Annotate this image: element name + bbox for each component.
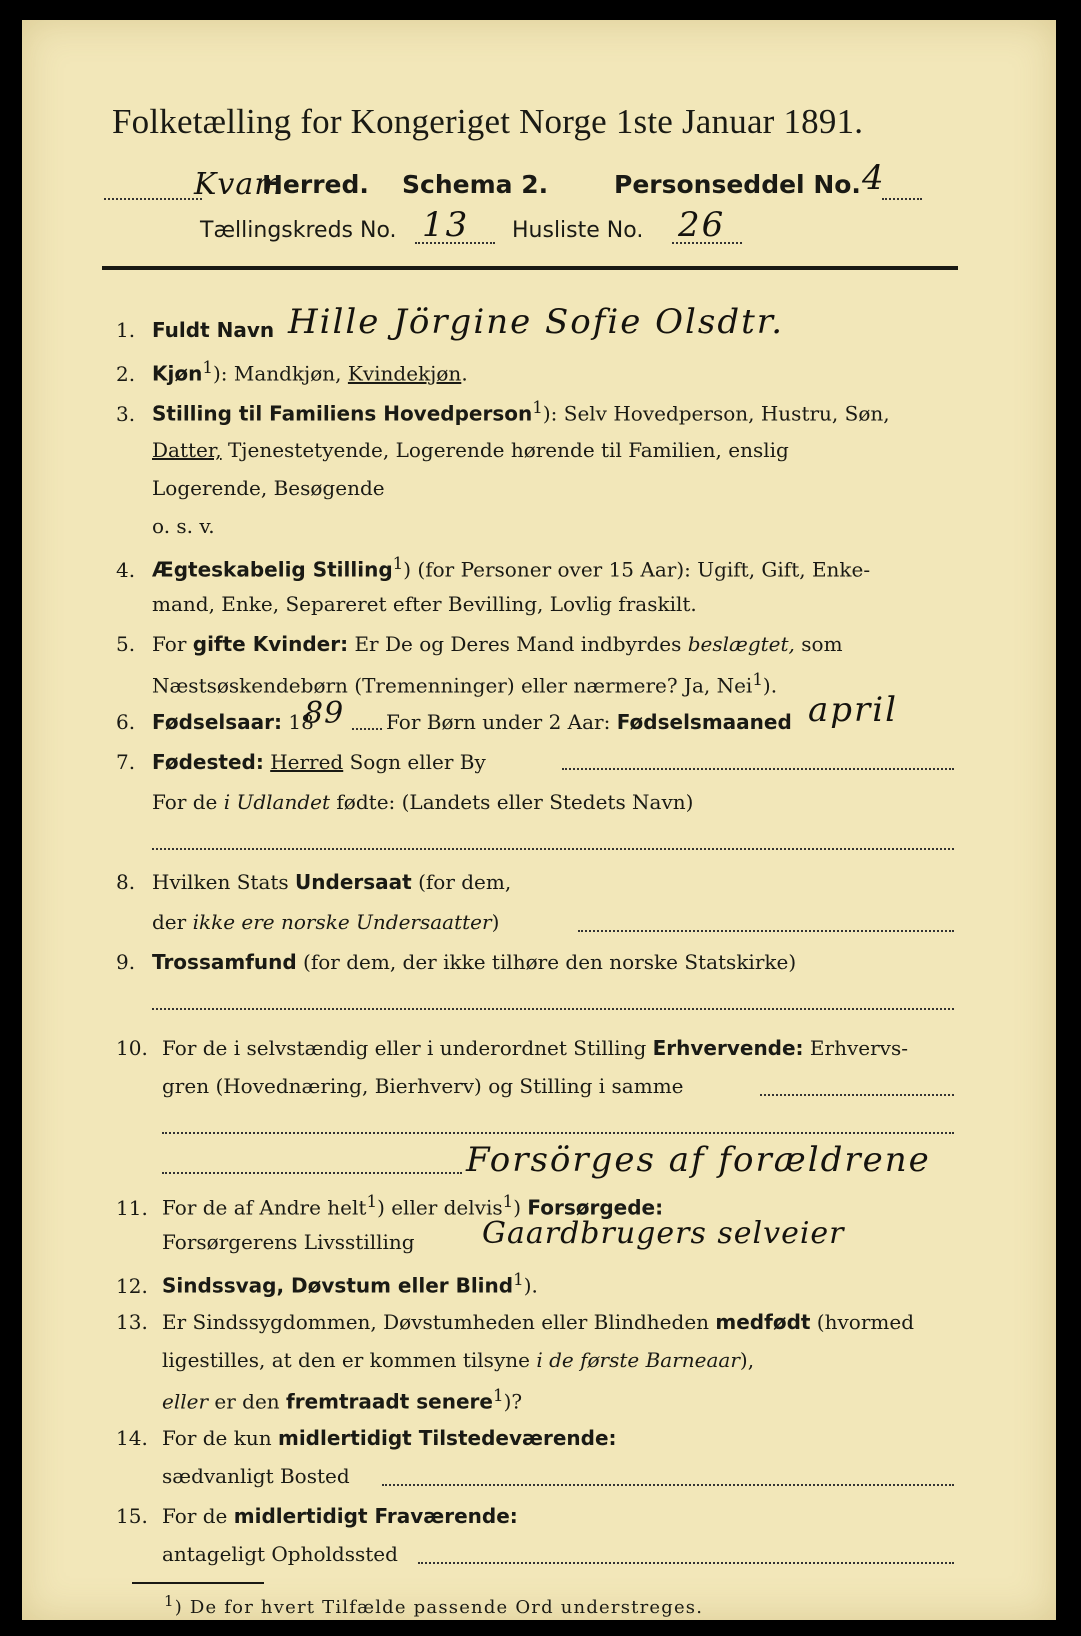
q14-number: 14. (116, 1426, 148, 1450)
q7-text-c: For de (152, 790, 224, 814)
q7-label: Fødested: (152, 750, 264, 774)
q15-text-a: For de (162, 1504, 234, 1528)
q7-text-d: i Udlandet (223, 790, 331, 814)
q10-text-a: For de i selvstændig eller i underordnet Stilling (162, 1036, 653, 1060)
q2-sup: 1 (202, 358, 213, 377)
q7-text-b: Sogn eller By (343, 750, 486, 774)
q6-row-b (386, 710, 792, 734)
form-title: Folketælling for Kongeriget Norge 1ste Januar 1891. (112, 102, 864, 141)
q12-sup: 1 (513, 1270, 524, 1289)
q7-dots (562, 768, 954, 770)
q5-label: gifte Kvinder: (192, 632, 349, 656)
q5-text-e: Næstsøskendebørn (Tremenninger) eller nærmere? Ja, Nei (152, 673, 753, 698)
footnote: $^1$) De for hvert Tilfælde passende Ord understreges. (164, 1592, 704, 1618)
kreds-label: Tællingskreds No. (200, 218, 397, 243)
q10-label: Erhvervende: (652, 1036, 804, 1060)
q11-provider-value: Gaardbrugers selveier (482, 1216, 845, 1251)
q13-text-b: (hvormed (810, 1310, 914, 1334)
q8-row (116, 870, 511, 894)
q4-label: Ægteskabelig Stilling (152, 557, 393, 582)
q3-row-3: Logerende, Besøgende (152, 476, 385, 500)
q10-occupation-value: Forsörges af forældrene (466, 1140, 931, 1180)
q5-sup: 1 (752, 670, 763, 689)
q8-label: Undersaat (295, 870, 412, 894)
q1-full-name-value: Hille Jörgine Sofie Olsdtr. (288, 302, 785, 342)
header-rule (102, 266, 958, 270)
q13-row-3 (162, 1386, 522, 1414)
q5-text-b: Er De og Deres Mand indbyrdes (348, 632, 688, 656)
q5-row (116, 632, 843, 656)
q15-label: midlertidigt Fraværende: (233, 1504, 518, 1528)
q13-sup: 1 (492, 1386, 504, 1405)
q7-number: 7. (116, 750, 136, 774)
q12-text-a: ). (523, 1273, 538, 1298)
q10-dots-3 (162, 1172, 462, 1174)
q11-row-2: Forsørgerens Livsstilling (162, 1230, 415, 1254)
husliste-number: 26 (678, 205, 726, 245)
q2-number: 2. (116, 361, 136, 386)
q11-number: 11. (116, 1195, 148, 1220)
herred-handwritten: Kvam (194, 167, 284, 202)
husliste-dots (672, 242, 742, 244)
q13-text-h: )? (503, 1389, 523, 1414)
q15-row (116, 1504, 518, 1528)
q14-label: midlertidigt Tilstedeværende: (277, 1426, 617, 1450)
footnote-text: De for hvert Tilfælde passende Ord understreges. (189, 1597, 704, 1618)
q5-number: 5. (116, 632, 136, 656)
q1-number: 1. (116, 318, 136, 342)
q10-row (116, 1036, 908, 1060)
q11-text-a: For de af Andre helt (162, 1195, 367, 1220)
q5-row-2: Næstsøskendebørn (Tremenninger) eller nærmere? Ja, Nei$^1$). (152, 670, 778, 698)
q13-row (116, 1310, 914, 1334)
herred-label: Herred. (262, 170, 369, 199)
q11-text-c: ) (513, 1195, 528, 1220)
q14-text-a: For de kun (162, 1426, 278, 1450)
q14-row (116, 1426, 617, 1450)
footnote-sup: 1 (164, 1592, 175, 1610)
q2-text-a: ): Mandkjøn, (212, 361, 348, 386)
q8-text-b: (for dem, (411, 870, 512, 894)
q6-text-b: For Børn under 2 Aar: (386, 710, 617, 734)
q9-text-a: (for dem, der ikke tilhøre den norske Statskirke) (296, 950, 797, 974)
q14-row-2: sædvanligt Bosted (162, 1464, 350, 1488)
personseddel-label: Personseddel No. (614, 170, 861, 199)
q13-text-d: i de første Barneaar (536, 1348, 740, 1372)
q3-row (116, 398, 890, 426)
census-form-page (22, 20, 1056, 1620)
q2-row (116, 358, 468, 386)
q15-dots (418, 1562, 954, 1564)
q7-row (116, 750, 486, 774)
q12-label: Sindssvag, Døvstum eller Blind (162, 1273, 514, 1298)
q8-text-c: der (152, 910, 193, 934)
q13-text-c: ligestilles, at den er kommen tilsyne (162, 1348, 537, 1372)
q6-number: 6. (116, 710, 136, 734)
q6-text-a: 18 (282, 710, 314, 734)
q5-text-d: som (794, 632, 843, 656)
q8-text-d: ikke ere norske Undersaatter (192, 910, 492, 934)
q9-dots (152, 1008, 954, 1010)
q11-sup-a: 1 (366, 1192, 378, 1211)
q6-birth-month-value: april (808, 690, 899, 730)
q9-row (116, 950, 796, 974)
q10-text-b: Erhvervs- (803, 1036, 908, 1060)
q7-dots-2 (152, 848, 954, 850)
personseddel-number: 4 (862, 158, 886, 198)
q7-text-e: fødte: (Landets eller Stedets Navn) (330, 790, 694, 814)
q4-number: 4. (116, 557, 136, 582)
q13-label: medfødt (715, 1310, 811, 1334)
q10-row-2: gren (Hovednæring, Bierhverv) og Stilling i samme (162, 1074, 684, 1098)
q3-row-4: o. s. v. (152, 514, 215, 538)
q13-text-a: Er Sindssygdommen, Døvstumheden eller Blindheden (162, 1310, 716, 1334)
q3-row-2 (152, 438, 789, 462)
q2-text-c: . (461, 361, 468, 386)
q13-text-g: er den (208, 1389, 287, 1414)
footnote-rule (132, 1582, 264, 1584)
q3-number: 3. (116, 401, 136, 426)
q5-text-a: For (152, 632, 193, 656)
q8-row-2 (152, 910, 499, 934)
q6-label2: Fødselsmaaned (616, 710, 792, 734)
q13-text-f: eller (162, 1389, 209, 1414)
q15-row-2: antageligt Opholdssted (162, 1542, 398, 1566)
q10-dots-2 (162, 1132, 954, 1134)
q3-sup: 1 (532, 398, 543, 417)
q13-row-2 (162, 1348, 754, 1372)
q3-label: Stilling til Familiens Hovedperson (152, 401, 533, 426)
q11-label: Forsørgede: (527, 1195, 664, 1220)
q8-text-e: ) (491, 910, 500, 934)
q11-sup-b: 1 (502, 1192, 514, 1211)
personseddel-dots (882, 198, 922, 200)
q11-text-b: ) eller delvis (377, 1195, 503, 1220)
q6-row (116, 710, 314, 734)
q8-dots (578, 930, 954, 932)
q3-datter-underlined: Datter, (152, 438, 222, 462)
q10-dots (760, 1094, 954, 1096)
q3-text-a: ): Selv Hovedperson, Hustru, Søn, (542, 401, 890, 426)
q12-row (116, 1270, 538, 1298)
q2-label: Kjøn (152, 361, 203, 386)
q7-row-2 (152, 790, 693, 814)
q9-number: 9. (116, 950, 136, 974)
q7-herred-underlined: Herred (270, 750, 344, 774)
q12-number: 12. (116, 1273, 148, 1298)
q1-label: Fuldt Navn (152, 318, 275, 342)
q4-row (116, 554, 870, 582)
q4-row-2: mand, Enke, Separeret efter Bevilling, Lovlig fraskilt. (152, 592, 697, 616)
q5-text-c: beslægtet, (687, 632, 795, 656)
q13-label2: fremtraadt senere (286, 1389, 493, 1414)
q14-dots (382, 1484, 954, 1486)
q13-number: 13. (116, 1310, 148, 1334)
kreds-dots (415, 242, 495, 244)
q3-text-c: Tjenestetyende, Logerende hørende til Familien, enslig (221, 438, 789, 462)
q8-number: 8. (116, 870, 136, 894)
q4-sup: 1 (392, 554, 404, 573)
q10-number: 10. (116, 1036, 148, 1060)
husliste-label: Husliste No. (512, 218, 644, 243)
q6-year-dots (352, 728, 382, 730)
herred-dots (104, 198, 202, 200)
q6-birth-year-value: 89 (304, 696, 345, 731)
q15-number: 15. (116, 1504, 148, 1528)
q2-kvindekjon-underlined: Kvindekjøn (347, 361, 462, 386)
q9-label: Trossamfund (152, 950, 297, 974)
q4-text-a: ) (for Personer over 15 Aar): Ugift, Gift, Enke- (403, 557, 871, 582)
q8-text-a: Hvilken Stats (152, 870, 296, 894)
q13-text-e: ), (739, 1348, 755, 1372)
q1-row (116, 318, 274, 342)
kreds-number: 13 (422, 205, 470, 245)
schema-label: Schema 2. (402, 170, 549, 199)
q6-label: Fødselsaar: (152, 710, 282, 734)
